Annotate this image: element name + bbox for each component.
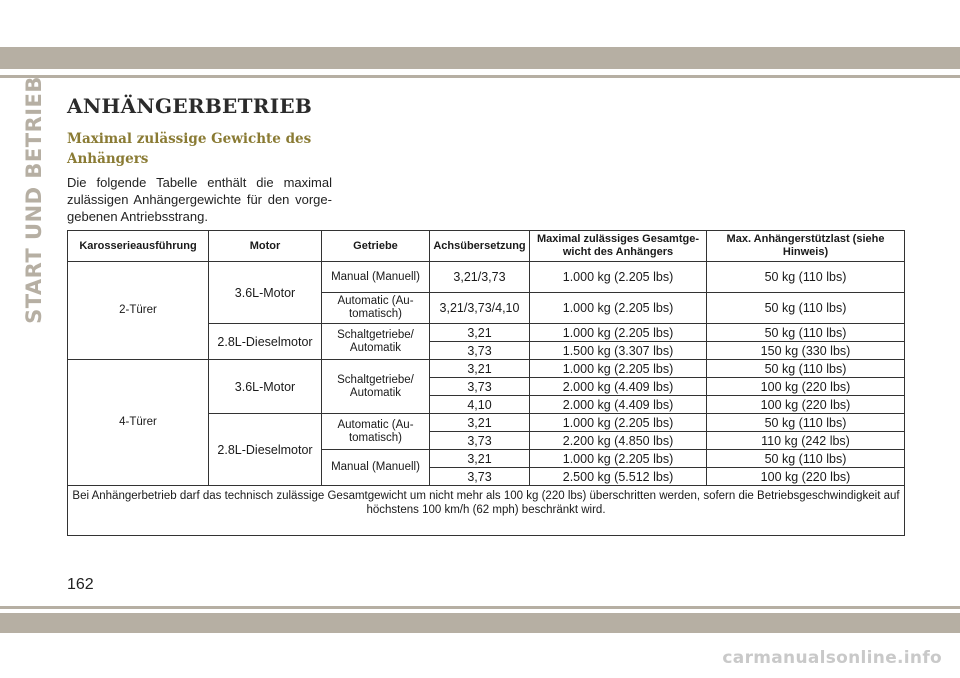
tongue-weight-cell: 100 kg (220 lbs) [707, 378, 905, 396]
axle-ratio-cell: 3,21 [430, 324, 530, 342]
trailer-weight-cell: 2.000 kg (4.409 lbs) [530, 378, 707, 396]
trailer-weight-cell: 1.000 kg (2.205 lbs) [530, 450, 707, 468]
tongue-weight-cell: 50 kg (110 lbs) [707, 324, 905, 342]
axle-ratio-cell: 4,10 [430, 396, 530, 414]
axle-ratio-cell: 3,21/3,73/4,10 [430, 293, 530, 324]
axle-ratio-cell: 3,73 [430, 342, 530, 360]
header-transmission: Getriebe [322, 231, 430, 262]
tongue-weight-cell: 50 kg (110 lbs) [707, 450, 905, 468]
engine-cell: 2.8L-Dieselmotor [209, 324, 322, 360]
trailer-weights-table [67, 230, 905, 536]
header-axle-ratio: Achsübersetzung [430, 231, 530, 262]
tongue-weight-cell: 50 kg (110 lbs) [707, 293, 905, 324]
trailer-weight-cell: 1.000 kg (2.205 lbs) [530, 262, 707, 293]
sub-title [67, 129, 337, 169]
page-number: 162 [67, 576, 94, 593]
intro-paragraph: Die folgende Tabelle enthält die maximal zulässigen Anhängergewichte für den vorgegebenen Antriebsstrang. [67, 175, 332, 224]
trailer-weight-cell: 2.000 kg (4.409 lbs) [530, 396, 707, 414]
transmission-cell: Automatic (Automatisch) [322, 293, 430, 324]
tongue-weight-cell: 110 kg (242 lbs) [707, 432, 905, 450]
trailer-weight-cell: 2.500 kg (5.512 lbs) [530, 468, 707, 486]
engine-cell: 3.6L-Motor [209, 360, 322, 414]
chapter-side-tab-label: START UND BETRIEB [22, 76, 46, 324]
transmission-cell: Schaltgetriebe/ Automatik [322, 360, 430, 414]
sub-title-line-2: Anhängers [67, 151, 149, 167]
trailer-weight-cell: 1.000 kg (2.205 lbs) [530, 414, 707, 432]
trailer-weight-cell: 1.500 kg (3.307 lbs) [530, 342, 707, 360]
axle-ratio-cell: 3,21/3,73 [430, 262, 530, 293]
tongue-weight-cell: 100 kg (220 lbs) [707, 396, 905, 414]
engine-cell: 2.8L-Dieselmotor [209, 414, 322, 486]
watermark: carmanualsonline.info [722, 648, 942, 668]
table-header-row [68, 231, 905, 262]
transmission-cell: Manual (Manuell) [322, 262, 430, 293]
trailer-weight-cell: 1.000 kg (2.205 lbs) [530, 293, 707, 324]
body-style-cell: 2-Türer [68, 262, 209, 360]
axle-ratio-cell: 3,21 [430, 360, 530, 378]
trailer-weight-cell: 1.000 kg (2.205 lbs) [530, 360, 707, 378]
table-note: Bei Anhängerbetrieb darf das technisch zulässige Gesamtgewicht um nicht mehr als 100 kg (220 lbs) überschritten werden, sofern die Betriebsgeschwindigkeit auf höchstens 100 km/h (62 mph) beschränkt wird. [68, 486, 905, 536]
header-max-tongue-weight: Max. Anhängerstützlast (siehe Hinweis) [707, 231, 905, 262]
trailer-weight-cell: 2.200 kg (4.850 lbs) [530, 432, 707, 450]
table-row [68, 262, 905, 293]
transmission-cell: Schaltgetriebe/ Automatik [322, 324, 430, 360]
body-style-cell: 4-Türer [68, 360, 209, 486]
tongue-weight-cell: 50 kg (110 lbs) [707, 360, 905, 378]
bottom-decor-line [0, 606, 960, 609]
header-max-trailer-weight: Maximal zulässiges Gesamtgewicht des Anhängers [530, 231, 707, 262]
transmission-cell: Automatic (Automatisch) [322, 414, 430, 450]
header-body-style: Karosserieausführung [68, 231, 209, 262]
trailer-weight-cell: 1.000 kg (2.205 lbs) [530, 324, 707, 342]
tongue-weight-cell: 50 kg (110 lbs) [707, 414, 905, 432]
transmission-cell: Manual (Manuell) [322, 450, 430, 486]
top-decor-line [0, 75, 960, 78]
axle-ratio-cell: 3,21 [430, 414, 530, 432]
top-decor-band [0, 47, 960, 69]
tongue-weight-cell: 150 kg (330 lbs) [707, 342, 905, 360]
section-title: ANHÄNGERBETRIEB [67, 94, 313, 118]
engine-cell: 3.6L-Motor [209, 262, 322, 324]
header-engine: Motor [209, 231, 322, 262]
axle-ratio-cell: 3,21 [430, 450, 530, 468]
table-note-row [68, 486, 905, 536]
tongue-weight-cell: 50 kg (110 lbs) [707, 262, 905, 293]
chapter-side-tab [14, 76, 54, 324]
table-row [68, 360, 905, 378]
axle-ratio-cell: 3,73 [430, 468, 530, 486]
sub-title-line-1: Maximal zulässige Gewichte des [67, 131, 312, 147]
axle-ratio-cell: 3,73 [430, 432, 530, 450]
bottom-decor-band [0, 613, 960, 633]
tongue-weight-cell: 100 kg (220 lbs) [707, 468, 905, 486]
axle-ratio-cell: 3,73 [430, 378, 530, 396]
